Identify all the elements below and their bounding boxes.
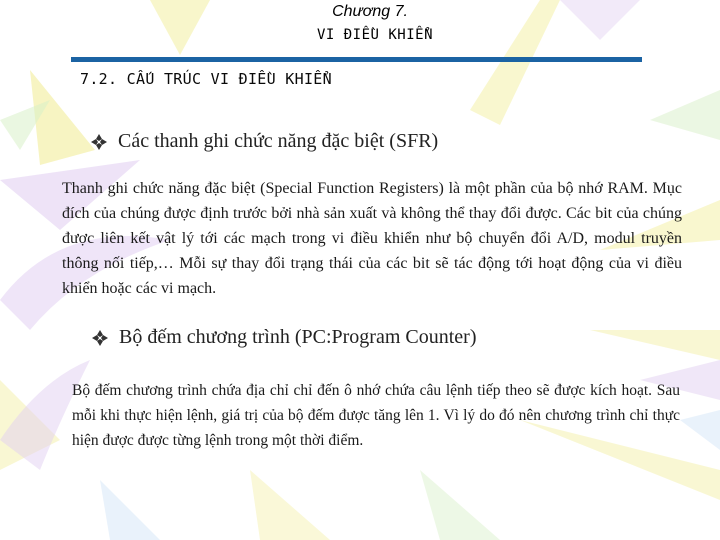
bullet-heading-pc [91,326,477,349]
chapter-title: Chương 7. [332,3,408,20]
bullet-heading-sfr [90,130,438,153]
sfr-paragraph: Thanh ghi chức năng đặc biệt (Special Function Registers) là một phần của bộ nhớ RAM. Mục đích của chúng được định trước bởi nhà sản xuất và không thể thay đổi được. Các bit của chúng được liên kết vật lý tới các mạch trong vi điều khiển như bộ chuyển đổi A/D, modul truyền thông nối tiếp,… Mỗi sự thay đổi trạng thái của các bit sẽ tác động tới hoạt động của vi điều khiển hoặc các vi mạch. [62,180,682,297]
diamond-bullet-icon [91,329,109,347]
bullet-heading-text: Bộ đếm chương trình (PC:Program Counter) [119,326,477,348]
diamond-bullet-icon [90,133,108,151]
bullet-heading-text: Các thanh ghi chức năng đặc biệt (SFR) [118,130,439,152]
section-title: 7.2. CẤU TRÚC VI ĐIỀU KHIỂN [80,70,332,88]
header-divider [71,57,642,62]
pc-paragraph: Bộ đếm chương trình chứa địa chỉ chỉ đến ô nhớ chứa câu lệnh tiếp theo sẽ được kích hoạt. Sau mỗi khi thực hiện lệnh, giá trị của bộ đếm được tăng lên 1. Vì lý do đó nên chương trình chỉ thực hiện được được từng lệnh trong một thời điểm. [72,382,680,449]
chapter-subtitle: VI ĐIỀU KHIỂN [316,27,434,43]
